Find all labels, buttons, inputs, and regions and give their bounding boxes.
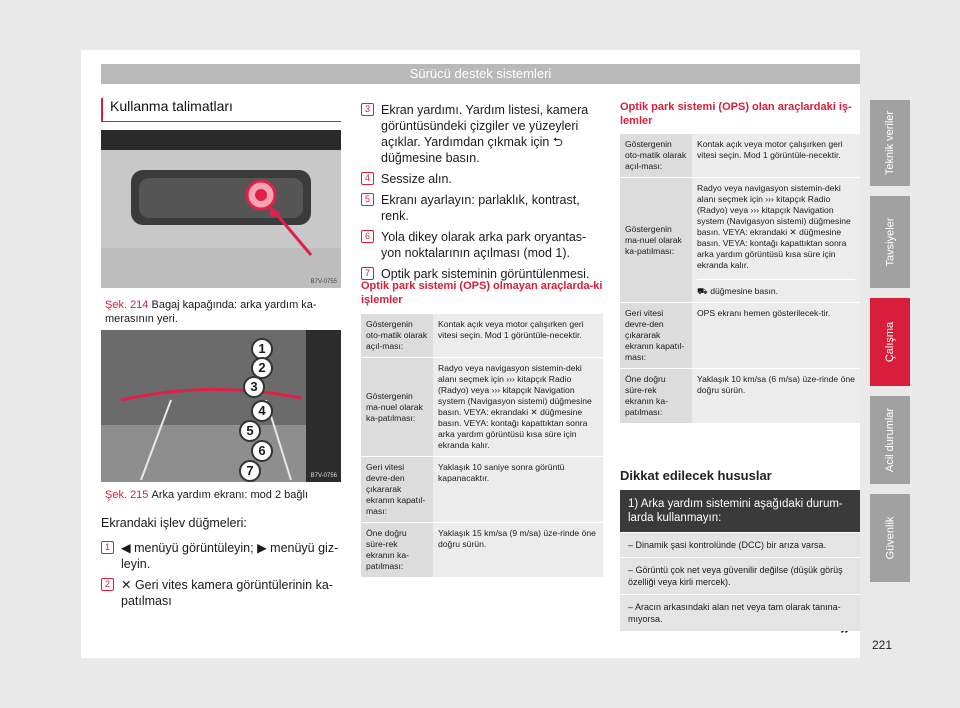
ops-table-yes bbox=[620, 134, 860, 424]
list-item: 3 Ekran yardımı. Yardım listesi, kamera görüntüsündeki çizgiler ve yüzeyleri açıklar. Yardımdan çıkmak için ⮌ düğmesine basın. bbox=[381, 102, 603, 166]
callout-3: 3 bbox=[243, 376, 265, 398]
rear-display-screen bbox=[101, 330, 341, 482]
ops-table-title: Optik park sistemi (OPS) olmayan araçlarda-ki işlemler bbox=[361, 280, 603, 306]
callout-stack bbox=[246, 338, 273, 478]
left-list bbox=[104, 540, 339, 614]
figure-caption-214 bbox=[105, 298, 341, 326]
table-row: Geri vitesi devre-den çıkararak ekranın kapatıl-ması: OPS ekranı hemen gösterilecek-tir. bbox=[620, 303, 860, 369]
tab-acil-durumlar[interactable]: Acil durumlar bbox=[870, 396, 910, 484]
list-item: 1 ◀ menüyü görüntüleyin; ▶ menüyü giz-leyin. bbox=[121, 540, 339, 572]
table-row: Göstergenin ma-nuel olarak ka-patılması: Radyo veya navigasyon sistemin-deki alanı seçmek için ››› kitapçık Radio (Radyo) veya ››› kitapçık Navigation system (Navigasyon sistemi) düğmesine basın. VEYA: ekrandaki ✕ düğmesine basın. VEYA: kontağı kapattıktan sonra arka yardım görüntüsü kısa süre için ekranda kalır. bbox=[361, 358, 603, 457]
tab-guvenlik[interactable]: Güvenlik bbox=[870, 494, 910, 582]
attention-title: Dikkat edilecek hususlar bbox=[620, 468, 772, 483]
warning-heading: 1) Arka yardım sistemini aşağıdaki durum-larda kullanmayın: bbox=[620, 490, 860, 532]
warning-item: – Aracın arkasındaki alan net veya tam olarak tanına-mıyorsa. bbox=[620, 594, 860, 631]
ops-table-title: Optik park sistemi (OPS) olan araçlardaki iş-lemler bbox=[620, 101, 852, 127]
camera-photo bbox=[101, 130, 341, 288]
callout-4: 4 bbox=[251, 400, 273, 422]
section-title: Kullanma talimatları bbox=[101, 98, 341, 122]
figure-caption-215 bbox=[105, 488, 341, 502]
list-item: 2 ✕ Geri vites kamera görüntülerinin ka-patılması bbox=[121, 577, 339, 609]
figure-rear-display bbox=[101, 330, 341, 482]
table-row: Öne doğru süre-rek ekranın ka-patılması: Yaklaşık 15 km/sa (9 m/sa) üze-rinde öne doğru sürün. bbox=[361, 523, 603, 578]
page-header: Sürücü destek sistemleri bbox=[101, 64, 860, 84]
figure-ref: Şek. 214 bbox=[105, 299, 149, 311]
tab-tavsiyeler[interactable]: Tavsiyeler bbox=[870, 196, 910, 288]
warning-box bbox=[620, 490, 860, 631]
tab-calisma[interactable]: Çalışma bbox=[870, 298, 910, 386]
callout-2: 2 bbox=[251, 357, 273, 379]
ops-table-no bbox=[361, 314, 603, 578]
table-row: Göstergenin ma-nuel olarak ka-patılması: Radyo veya navigasyon sistemin-deki alanı seçmek için ››› kitapçık Radio (Radyo) veya ››› kitapçık Navigation system (Navigasyon sistemi) düğmesine basın. VEYA: ekrandaki ✕ düğmesine basın. VEYA: kontağı kapattıktan sonra arka yardım görüntüsü kısa süre için ekranda kalır. ⛟ düğmesine basın. bbox=[620, 178, 860, 303]
figure-ref: Şek. 215 bbox=[105, 489, 149, 501]
callout-7: 7 bbox=[239, 460, 261, 482]
figure-code: B7V-0756 bbox=[310, 473, 337, 479]
callout-5: 5 bbox=[239, 420, 261, 442]
list-item: 6 Yola dikey olarak arka park oryantas-yon noktalarının açılması (mod 1). bbox=[381, 229, 603, 261]
list-item: 7 Optik park sisteminin görüntülenmesi. bbox=[381, 266, 603, 282]
list-item: 4 Sessize alın. bbox=[381, 171, 603, 187]
table-row: Göstergenin oto-matik olarak açıl-ması: Kontak açık veya motor çalışırken geri vitesi seçin. Mod 1 görüntüle-necektir. bbox=[361, 314, 603, 358]
left-column bbox=[101, 98, 341, 122]
page-number: 221 bbox=[872, 638, 893, 652]
table-row: Göstergenin oto-matik olarak açıl-ması: Kontak açık veya motor çalışırken geri vitesi seçin. Mod 1 görüntüle-necektir. bbox=[620, 134, 860, 178]
buttons-intro: Ekrandaki işlev düğmeleri: bbox=[101, 516, 247, 530]
tab-teknik-veriler[interactable]: Teknik veriler bbox=[870, 100, 910, 186]
list-item: 5 Ekranı ayarlayın: parlaklık, kontrast, renk. bbox=[381, 192, 603, 224]
figure-caption-text: Bagaj kapağında: arka yardım ka-merasının yeri. bbox=[105, 299, 317, 325]
warning-item: – Dinamik şasi kontrolünde (DCC) bir arıza varsa. bbox=[620, 532, 860, 557]
callout-1: 1 bbox=[251, 338, 273, 360]
middle-list bbox=[364, 102, 603, 287]
warning-item: – Görüntü çok net veya güvenilir değilse (düşük görüş özelliği veya kirli mercek). bbox=[620, 557, 860, 594]
table-row: Öne doğru süre-rek ekranın ka-patılması: Yaklaşık 10 km/sa (6 m/sa) üze-rinde öne doğru sürün. bbox=[620, 369, 860, 424]
figure-camera-location bbox=[101, 130, 341, 288]
figure-caption-text: Arka yardım ekranı: mod 2 bağlı bbox=[151, 489, 308, 501]
table-row: Geri vitesi devre-den çıkararak ekranın kapatıl-ması: Yaklaşık 10 saniye sonra görüntü kapanacaktır. bbox=[361, 457, 603, 523]
callout-6: 6 bbox=[251, 440, 273, 462]
figure-code: B7V-0755 bbox=[310, 279, 337, 285]
